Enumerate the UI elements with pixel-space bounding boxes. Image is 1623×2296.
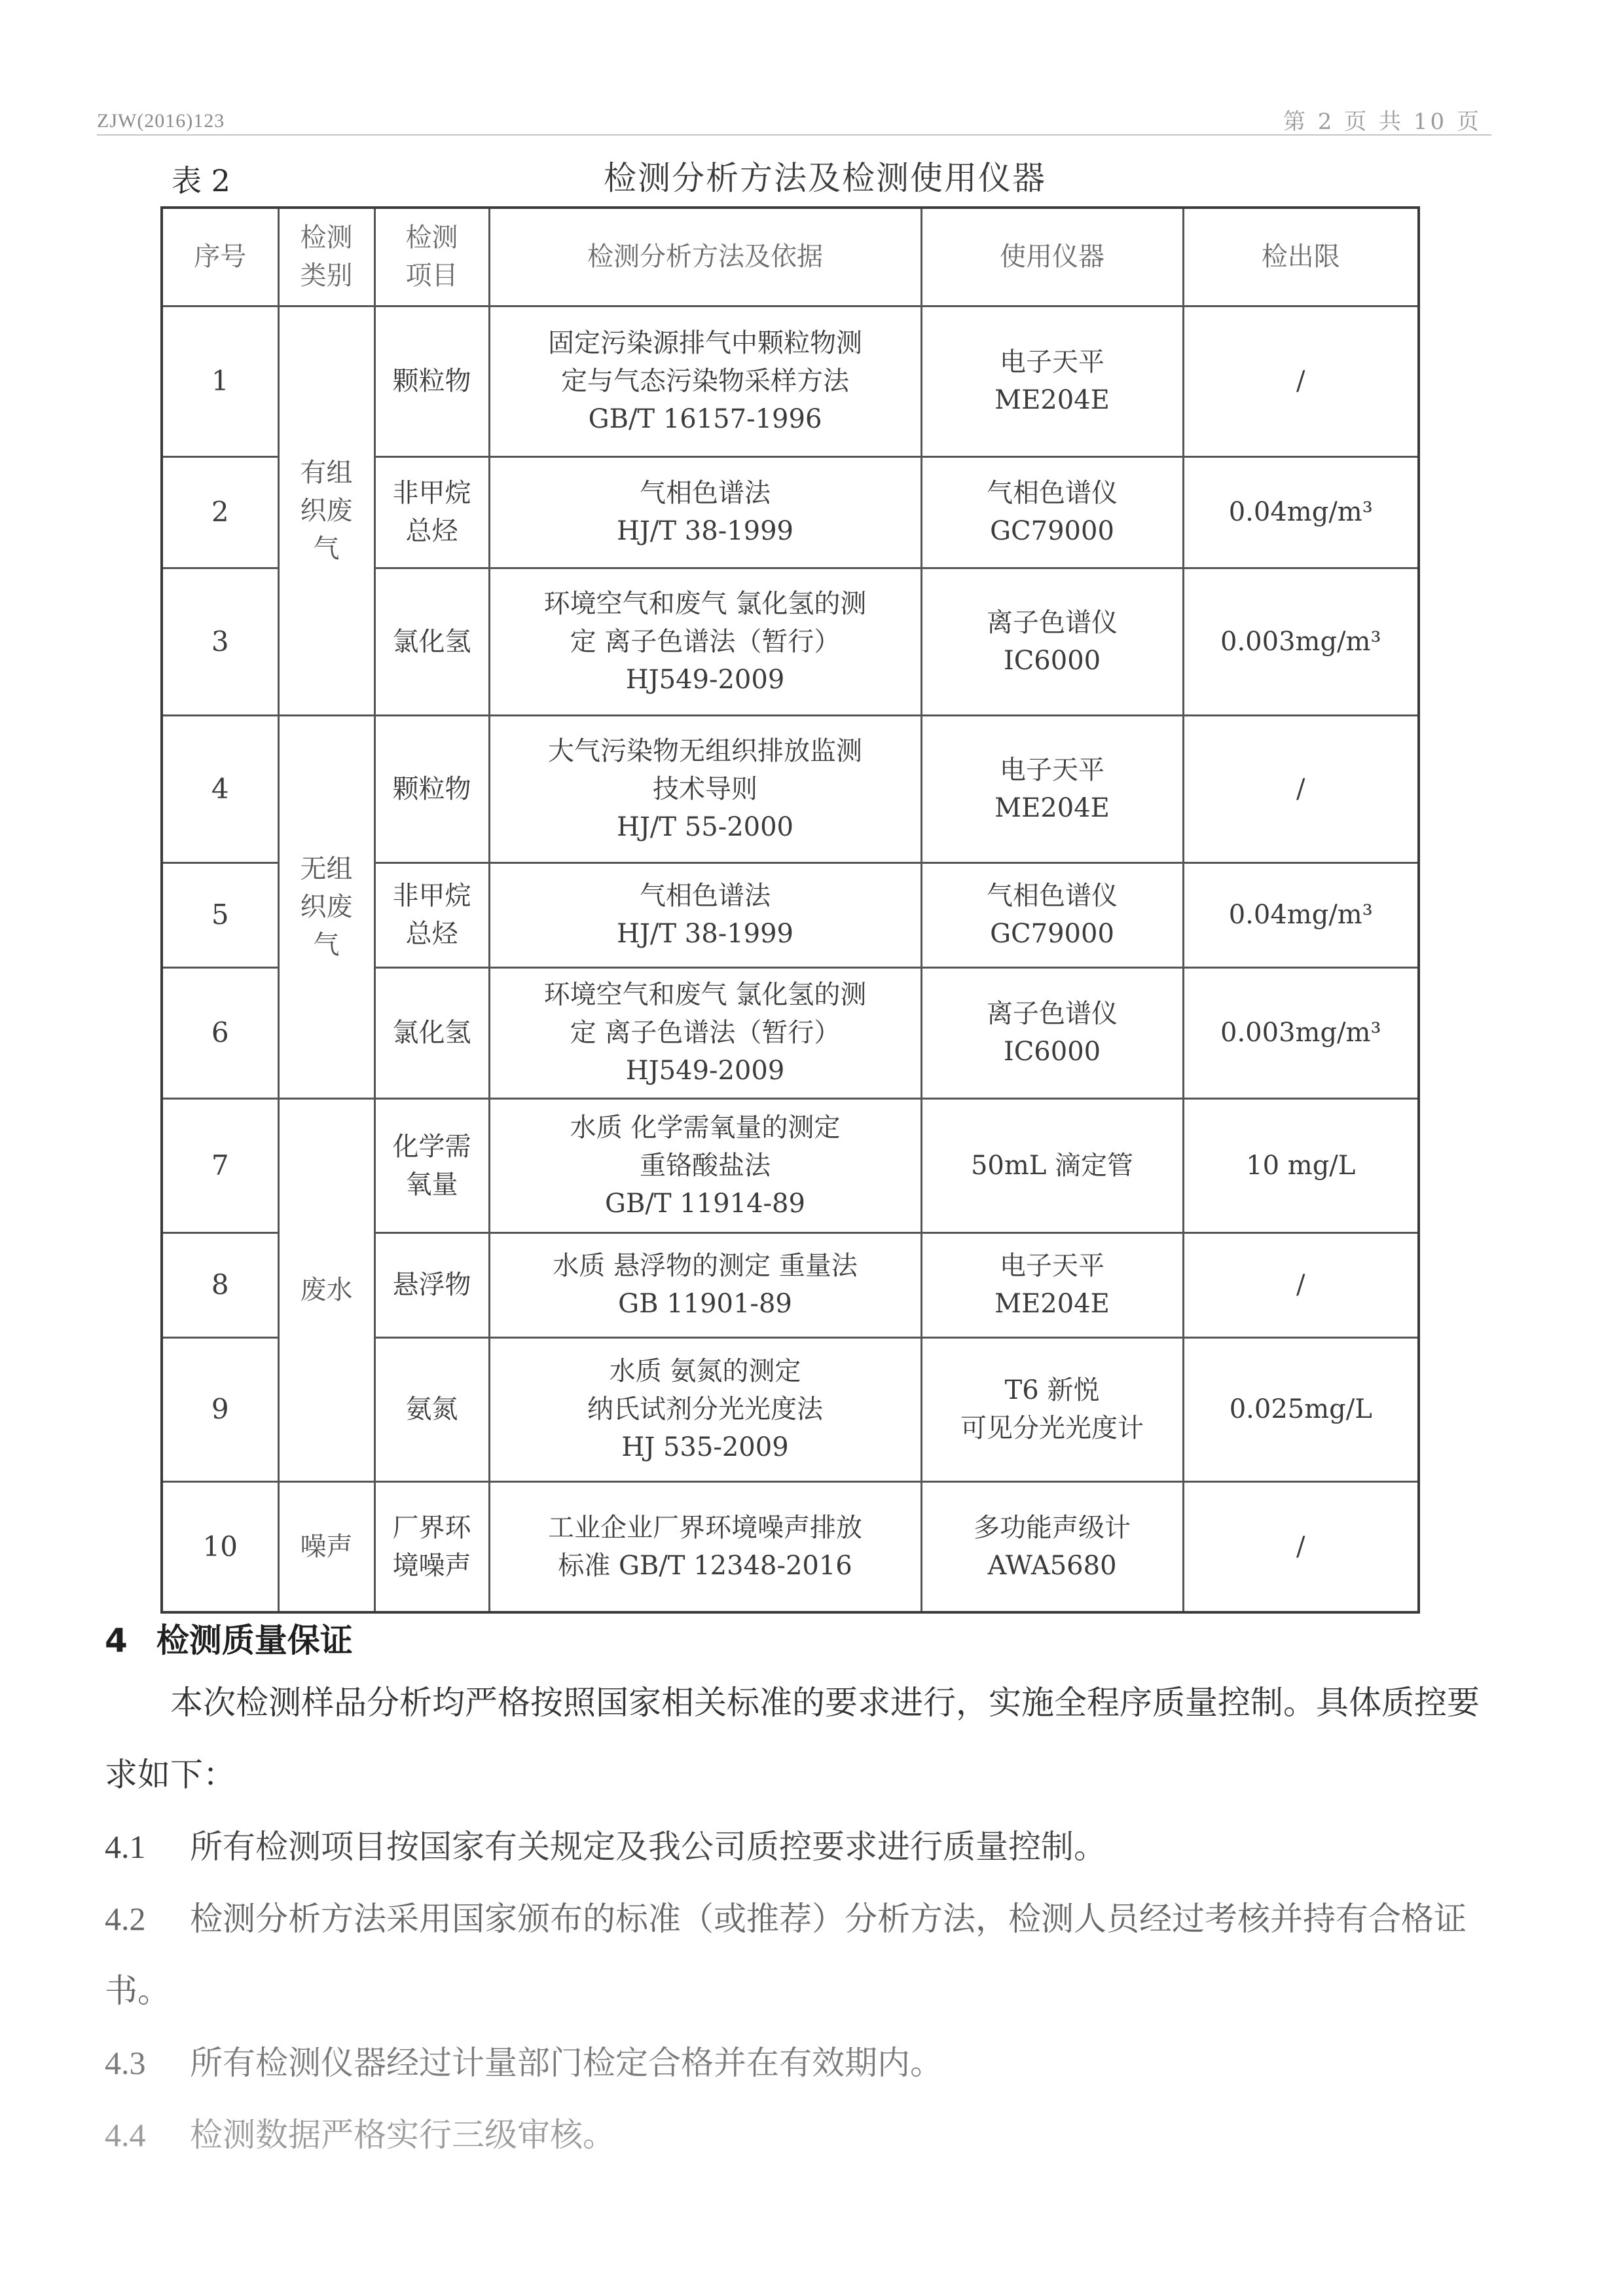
item-cell: 悬浮物	[374, 1232, 489, 1337]
method-cell: 工业企业厂界环境噪声排放 标准 GB/T 12348-2016	[489, 1481, 921, 1612]
method-cell: 固定污染源排气中颗粒物测 定与气态污染物采样方法 GB/T 16157-1996	[489, 306, 921, 456]
item-cell: 氯化氢	[374, 967, 489, 1098]
qc-item	[105, 2099, 1493, 2171]
method-cell: 大气污染物无组织排放监测 技术导则 HJ/T 55-2000	[489, 715, 921, 862]
method-cell: 水质 氨氮的测定 纳氏试剂分光光度法 HJ 535-2009	[489, 1337, 921, 1481]
item-cell: 非甲烷 总烃	[374, 862, 489, 967]
col-header-item: 检测 项目	[374, 208, 489, 306]
limit-cell: 0.04mg/m³	[1183, 862, 1419, 967]
item-cell: 氨氮	[374, 1337, 489, 1481]
row-number: 10	[162, 1481, 278, 1612]
table-title: 检测分析方法及检测使用仪器	[604, 159, 1046, 197]
limit-cell: 10 mg/L	[1183, 1098, 1419, 1232]
instrument-cell: 离子色谱仪 IC6000	[921, 967, 1183, 1098]
limit-cell: 0.003mg/m³	[1183, 568, 1419, 715]
col-header-category: 检测 类别	[278, 208, 374, 306]
limit-cell: /	[1183, 1481, 1419, 1612]
item-cell: 厂界环 境噪声	[374, 1481, 489, 1612]
table-label: 表 2	[172, 163, 230, 198]
qc-item-number: 4.1	[105, 1828, 146, 1865]
qc-item-number: 4.4	[105, 2117, 146, 2153]
row-number: 2	[162, 456, 278, 568]
item-cell: 化学需 氧量	[374, 1098, 489, 1232]
method-cell: 环境空气和废气 氯化氢的测 定 离子色谱法（暂行） HJ549-2009	[489, 568, 921, 715]
section-heading	[105, 1614, 353, 1661]
limit-cell: /	[1183, 306, 1419, 456]
instrument-cell: 气相色谱仪 GC79000	[921, 862, 1183, 967]
row-number: 4	[162, 715, 278, 862]
instrument-cell: 气相色谱仪 GC79000	[921, 456, 1183, 568]
page-info: 第 2 页 共 10 页	[1283, 109, 1482, 135]
instrument-cell: 50mL 滴定管	[921, 1098, 1183, 1232]
qc-item-number: 4.3	[105, 2045, 146, 2081]
item-cell: 颗粒物	[374, 306, 489, 456]
report-number: ZJW(2016)123	[97, 110, 225, 132]
category-cell: 废水	[278, 1098, 374, 1481]
limit-cell: 0.003mg/m³	[1183, 967, 1419, 1098]
qc-item-text: 所有检测项目按国家有关规定及我公司质控要求进行质量控制。	[190, 1828, 1106, 1866]
limit-cell: 0.025mg/L	[1183, 1337, 1419, 1481]
table-header-row	[162, 208, 1419, 306]
header-divider	[97, 134, 1491, 136]
limit-cell: /	[1183, 715, 1419, 862]
row-number: 3	[162, 568, 278, 715]
instrument-cell: 多功能声级计 AWA5680	[921, 1481, 1183, 1612]
item-cell: 颗粒物	[374, 715, 489, 862]
row-number: 9	[162, 1337, 278, 1481]
method-cell: 气相色谱法 HJ/T 38-1999	[489, 456, 921, 568]
row-number: 6	[162, 967, 278, 1098]
instrument-cell: 电子天平 ME204E	[921, 715, 1183, 862]
item-cell: 氯化氢	[374, 568, 489, 715]
row-number: 8	[162, 1232, 278, 1337]
row-number: 5	[162, 862, 278, 967]
row-number: 7	[162, 1098, 278, 1232]
qc-item-number: 4.2	[105, 1900, 146, 1937]
category-cell: 无组 织废 气	[278, 715, 374, 1098]
method-cell: 环境空气和废气 氯化氢的测 定 离子色谱法（暂行） HJ549-2009	[489, 967, 921, 1098]
table-row	[162, 715, 1419, 862]
qc-item	[105, 1811, 1493, 1883]
table-row	[162, 1481, 1419, 1612]
instrument-cell: 电子天平 ME204E	[921, 1232, 1183, 1337]
row-number: 1	[162, 306, 278, 456]
table-row	[162, 1098, 1419, 1232]
col-header-seq: 序号	[162, 208, 278, 306]
method-instrument-table	[160, 206, 1420, 1614]
section-title: 检测质量保证	[156, 1621, 353, 1659]
qc-item-text: 检测数据严格实行三级审核。	[190, 2116, 615, 2154]
qc-item	[105, 2027, 1493, 2099]
limit-cell: /	[1183, 1232, 1419, 1337]
section-number: 4	[105, 1621, 128, 1659]
section-intro: 本次检测样品分析均严格按照国家相关标准的要求进行，实施全程序质量控制。具体质控要求如下：	[105, 1684, 1480, 1794]
method-cell: 水质 悬浮物的测定 重量法 GB 11901-89	[489, 1232, 921, 1337]
instrument-cell: 电子天平 ME204E	[921, 306, 1183, 456]
instrument-cell: T6 新悦 可见分光光度计	[921, 1337, 1183, 1481]
category-cell: 噪声	[278, 1481, 374, 1612]
col-header-instrument: 使用仪器	[921, 208, 1183, 306]
category-cell: 有组 织废 气	[278, 306, 374, 715]
method-cell: 水质 化学需氧量的测定 重铬酸盐法 GB/T 11914-89	[489, 1098, 921, 1232]
col-header-method: 检测分析方法及依据	[489, 208, 921, 306]
method-cell: 气相色谱法 HJ/T 38-1999	[489, 862, 921, 967]
instrument-cell: 离子色谱仪 IC6000	[921, 568, 1183, 715]
qc-item-text: 所有检测仪器经过计量部门检定合格并在有效期内。	[190, 2044, 943, 2082]
table-row	[162, 306, 1419, 456]
limit-cell: 0.04mg/m³	[1183, 456, 1419, 568]
qc-item	[105, 1883, 1493, 2027]
qc-item-text: 检测分析方法采用国家颁布的标准（或推荐）分析方法，检测人员经过考核并持有合格证书。	[105, 1900, 1467, 2010]
col-header-limit: 检出限	[1183, 208, 1419, 306]
item-cell: 非甲烷 总烃	[374, 456, 489, 568]
